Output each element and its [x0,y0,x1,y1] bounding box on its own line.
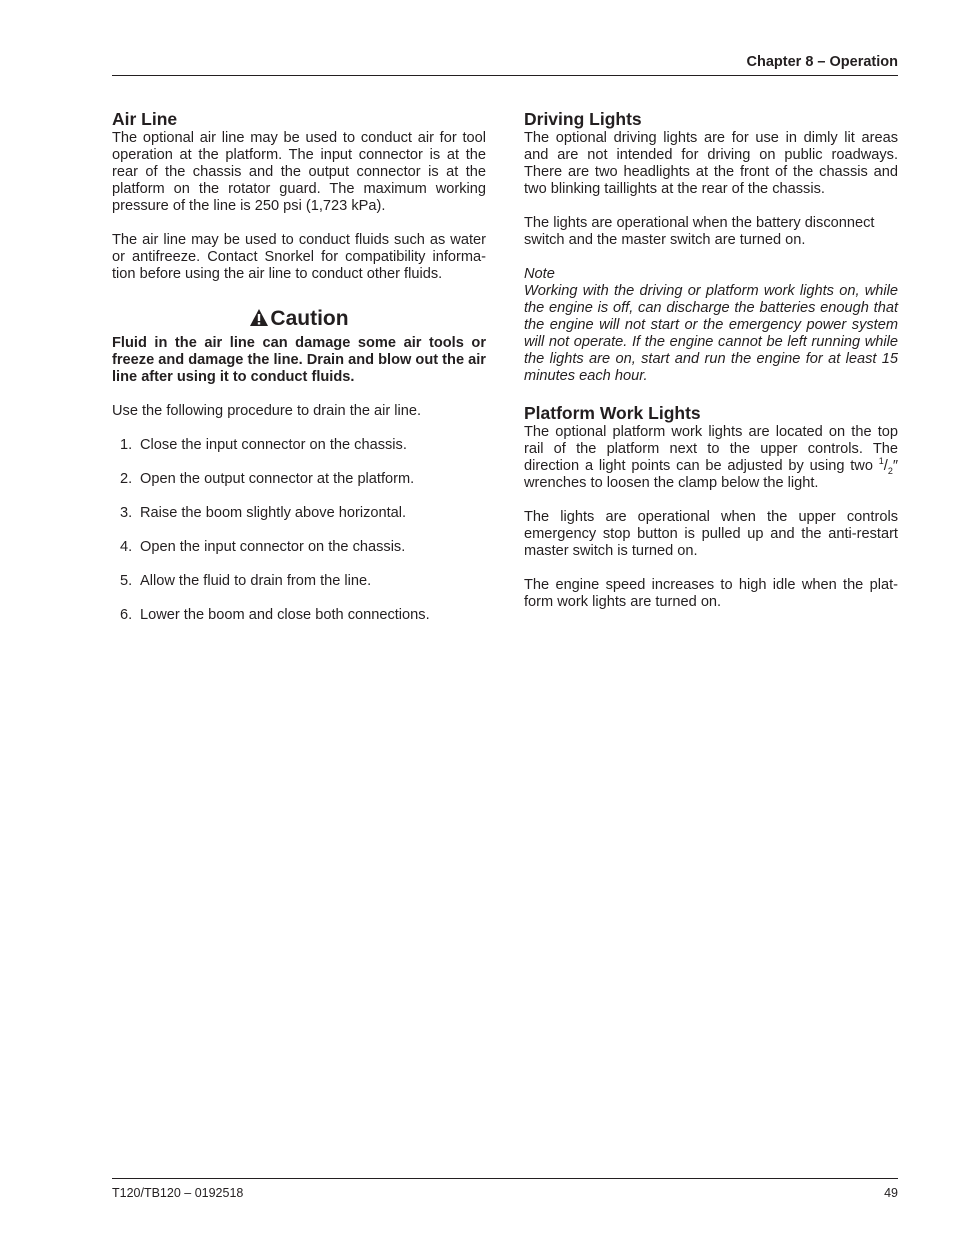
drain-procedure-list [112,437,486,624]
air-line-paragraph-2: The air line may be used to conduct fluids such as water or antifreeze. Contact Snorkel for compatibility informa-tion before using the air line to conduct other fluids. [112,232,486,282]
platform-work-lights-heading: Platform Work Lights [524,403,701,423]
step-text: Raise the boom slightly above horizontal. [140,505,407,521]
list-item [112,539,486,556]
driving-lights-heading: Driving Lights [524,109,642,129]
air-line-paragraph-1: The optional air line may be used to conduct air for tool operation at the platform. The input connector is at the rear of the chassis and the output connector is at the platform on the rotator guard. The maximum working pressure of the line is 250 psi (1,723 kPa). [112,130,486,214]
step-text: Allow the fluid to drain from the line. [140,573,372,589]
caution-heading [112,307,486,331]
right-column [524,108,898,628]
driving-lights-paragraph-1: The optional driving lights are for use in dimly lit areas and are not intended for driving on public roadways. There are two headlights at the front of the chassis and two blinking taillights at the rear of the chassis. [524,130,898,197]
fraction-numerator: 1 [878,456,884,467]
warning-triangle-icon [249,308,269,327]
left-column [112,108,486,641]
paragraph-text: ″ wrenches to loosen the clamp below the light. [524,458,898,491]
list-item [112,471,486,488]
page-number: 49 [884,1186,898,1200]
paragraph-text: The optional platform work lights are located on the top rail of the platform next to the upper controls. The direction a light points can be adjusted by using two [524,424,898,474]
chapter-title: Chapter 8 – Operation [746,54,898,70]
note-text: Working with the driving or platform work lights on, while the engine is off, can discharge the batteries enough that the engine will not start or the emergency power system will not operate. If the engine cannot be left running while the lights are on, start and run the engine for at least 15 minutes each hour. [524,283,898,384]
footer-rule [112,1178,898,1179]
step-number: 1. [120,437,133,453]
step-text: Open the output connector at the platform. [140,471,415,487]
platform-work-lights-paragraph-1: The optional platform work lights are located on the top rail of the platform next to the upper controls. The direction a light points can be adjusted by using two $^1/_2''$ wrenches to loosen the clamp below the light. [524,424,898,491]
list-item [112,607,486,624]
list-item [112,437,486,454]
caution-text: Fluid in the air line can damage some air tools or freeze and damage the line. Drain and blow out the air line after using it to conduct fluids. [112,335,486,385]
step-text: Open the input connector on the chassis. [140,539,406,555]
header-rule [112,75,898,76]
step-number: 5. [120,573,133,589]
step-text: Close the input connector on the chassis. [140,437,407,453]
step-number: 2. [120,471,133,487]
document-id: T120/TB120 – 0192518 [112,1186,244,1200]
platform-work-lights-paragraph-2: The lights are operational when the upper controls emergency stop button is pulled up and the anti-restart master switch is turned on. [524,509,898,559]
air-line-heading: Air Line [112,109,178,129]
step-number: 6. [120,607,133,623]
list-item [112,573,486,590]
step-text: Lower the boom and close both connections. [140,607,430,623]
fraction-denominator: 2 [887,465,893,476]
procedure-intro: Use the following procedure to drain the air line. [112,403,422,419]
caution-label: Caution [270,307,349,330]
platform-work-lights-paragraph-3: The engine speed increases to high idle when the plat-form work lights are turned on. [524,577,898,610]
step-number: 4. [120,539,133,555]
note-label: Note [524,266,555,282]
step-number: 3. [120,505,133,521]
driving-lights-paragraph-2: The lights are operational when the battery disconnect switch and the master switch are turned on. [524,215,875,248]
list-item [112,505,486,522]
